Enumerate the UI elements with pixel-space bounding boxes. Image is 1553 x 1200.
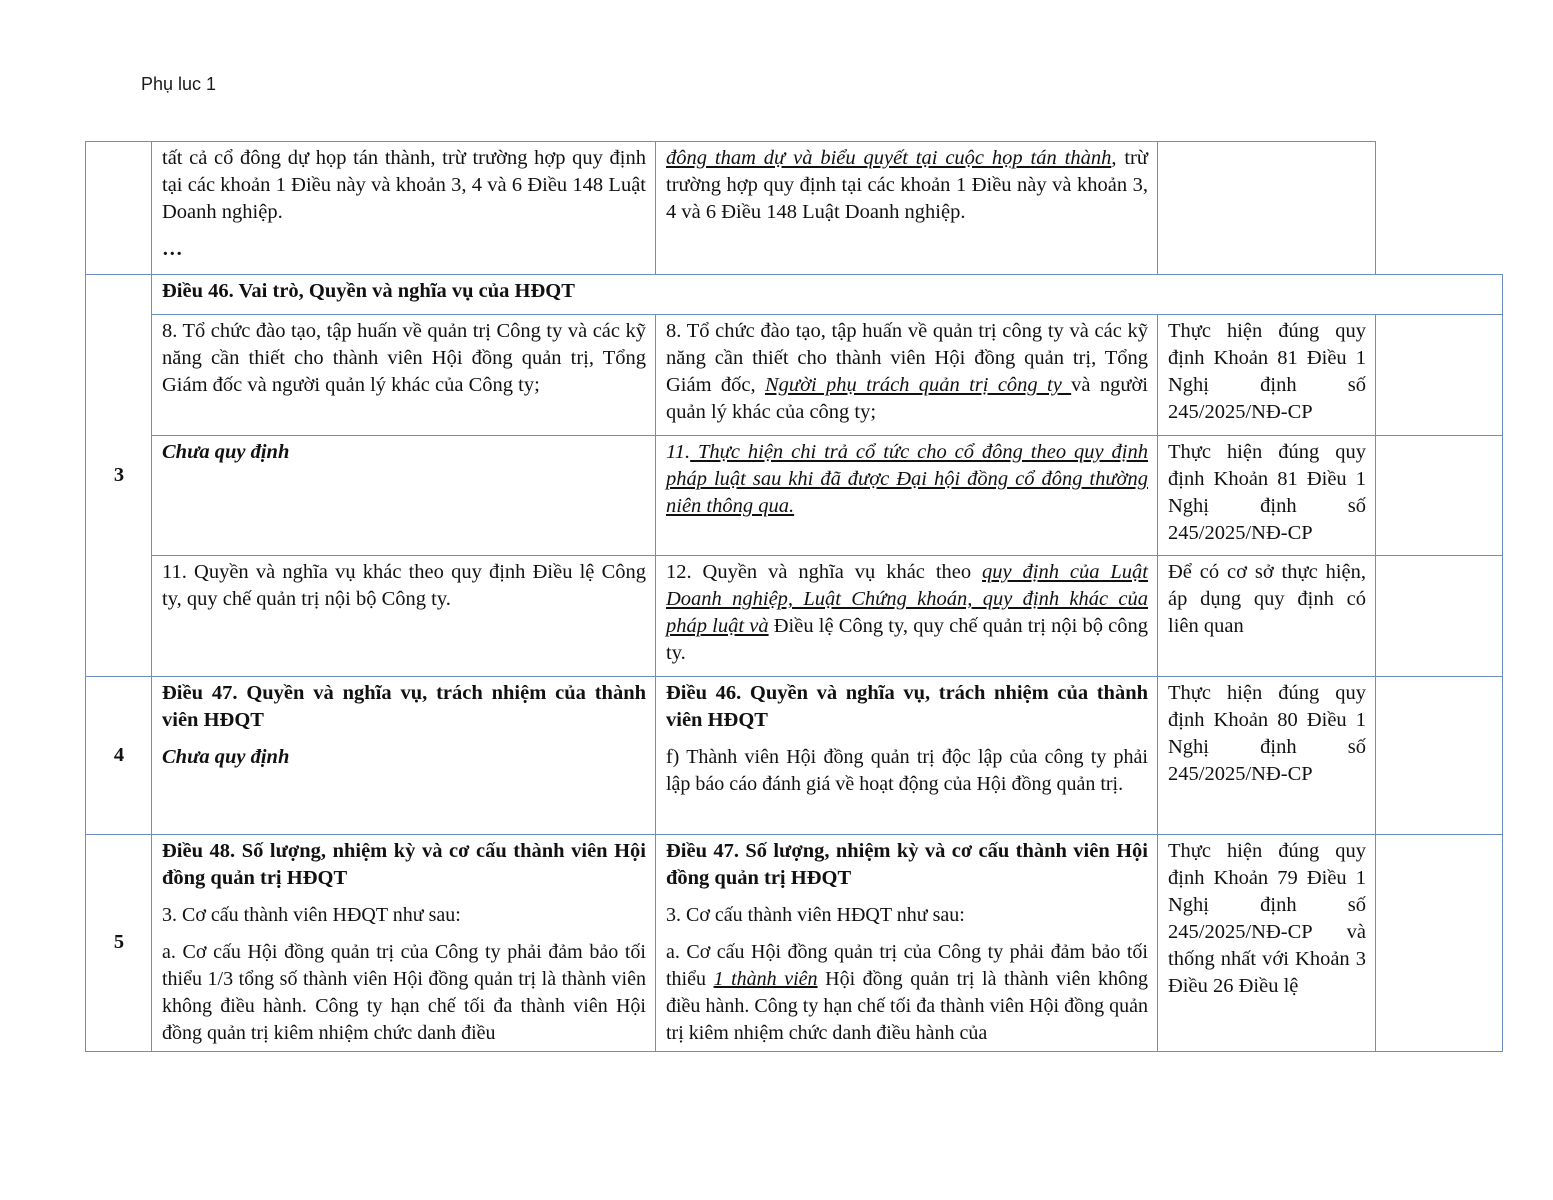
amended-text-end: và người quản lý khác của công ty; <box>666 374 1148 423</box>
amended-article-title: Điều 46. Quyền và nghĩa vụ, trách nhiệm của thành viên HĐQT <box>666 682 1148 731</box>
stt-cell-empty <box>86 142 152 275</box>
ellipsis: … <box>162 238 183 260</box>
reason-cell: Để có cơ sở thực hiện, áp dụng quy định có liên quan <box>1158 556 1376 677</box>
reason-cell-empty <box>1158 142 1376 275</box>
row-number: 4 <box>86 677 152 835</box>
table-row-article-title <box>86 275 1503 315</box>
amended-text-paragraph <box>666 939 1148 1047</box>
blank-cell <box>1376 677 1503 835</box>
reason-cell: Thực hiện đúng quy định Khoản 81 Điều 1 Nghị định số 245/2025/NĐ-CP <box>1158 315 1376 436</box>
amended-text: f) Thành viên Hội đồng quản trị độc lập của công ty phải lập báo cáo đánh giá về hoạt động của Hội đồng quản trị. <box>666 746 1148 795</box>
amended-text: 12. Quyền và nghĩa vụ khác theo <box>666 561 983 583</box>
table-row-continuation <box>86 142 1503 275</box>
amended-text-emphasis: Người phụ trách quản trị công ty <box>764 374 1072 396</box>
current-text: tất cả cổ đông dự họp tán thành, trừ trường hợp quy định tại các khoản 1 Điều này và khoản 3, 4 và 6 Điều 148 Luật Doanh nghiệp. <box>162 147 646 223</box>
amended-text-cell <box>656 436 1158 556</box>
amended-text-cell <box>656 556 1158 677</box>
table-row <box>86 556 1503 677</box>
current-text-cell <box>152 142 656 275</box>
amended-article-title: Điều 47. Số lượng, nhiệm kỳ và cơ cấu thành viên Hội đồng quản trị HĐQT <box>666 840 1148 889</box>
table-row <box>86 315 1503 436</box>
blank-cell <box>1376 835 1503 1052</box>
amended-text: 8. Tổ chức đào tạo, tập huấn về quản trị công ty và các kỹ năng cần thiết cho thành viên Hội đồng quản trị, Tổng Giám đốc, <box>666 320 1148 396</box>
reason-cell: Thực hiện đúng quy định Khoản 79 Điều 1 Nghị định số 245/2025/NĐ-CP và thống nhất với Khoản 3 Điều 26 Điều lệ <box>1158 835 1376 1052</box>
current-text: Chưa quy định <box>162 746 290 768</box>
row-number: 3 <box>86 275 152 677</box>
blank-cell <box>1376 315 1503 436</box>
comparison-table <box>85 141 1503 1052</box>
amended-text: , trừ trường hợp quy định tại các khoản 1 Điều này và khoản 3, 4 và 6 Điều 148 Luật Doanh nghiệp. <box>666 147 1148 223</box>
amended-text-cell <box>656 835 1158 1052</box>
current-text-cell: 8. Tổ chức đào tạo, tập huấn về quản trị Công ty và các kỹ năng cần thiết cho thành viên Hội đồng quản trị, Tổng Giám đốc và người quản lý khác của Công ty; <box>152 315 656 436</box>
blank-cell <box>1376 556 1503 677</box>
amended-text: a. Cơ cấu Hội đồng quản trị của Công ty phải đảm bảo tối thiểu <box>666 941 1148 990</box>
amended-text-cell <box>656 142 1158 275</box>
blank-cell <box>1376 142 1503 275</box>
amended-text-emphasis: Thực hiện chi trả cổ tức cho cổ đông theo quy định pháp luật sau khi đã được Đại hội đồng cổ đông thường niên thông qua. <box>666 441 1148 517</box>
table-row <box>86 835 1503 1052</box>
amended-text-cell <box>656 677 1158 835</box>
amended-text-cell <box>656 315 1158 436</box>
current-text-cell: 11. Quyền và nghĩa vụ khác theo quy định Điều lệ Công ty, quy chế quản trị nội bộ Công ty. <box>152 556 656 677</box>
amended-subheading: 3. Cơ cấu thành viên HĐQT như sau: <box>666 904 965 926</box>
page-header: Phụ luc 1 <box>141 74 217 94</box>
table-row <box>86 677 1503 835</box>
amended-text-end: Hội đồng quản trị là thành viên không điều hành. Công ty hạn chế tối đa thành viên Hội đồng quản trị kiêm nhiệm chức danh điều hành của <box>666 968 1149 1044</box>
reason-cell: Thực hiện đúng quy định Khoản 81 Điều 1 Nghị định số 245/2025/NĐ-CP <box>1158 436 1376 556</box>
article-title: Điều 46. Vai trò, Quyền và nghĩa vụ của HĐQT <box>152 275 1503 315</box>
amended-text-end: Điều lệ Công ty, quy chế quản trị nội bộ công ty. <box>666 615 1148 664</box>
current-subheading: 3. Cơ cấu thành viên HĐQT như sau: <box>162 904 461 926</box>
current-article-title: Điều 48. Số lượng, nhiệm kỳ và cơ cấu thành viên Hội đồng quản trị HĐQT <box>162 840 646 889</box>
current-text: a. Cơ cấu Hội đồng quản trị của Công ty phải đảm bảo tối thiểu 1/3 tổng số thành viên Hội đồng quản trị là thành viên không điều hành. Công ty hạn chế tối đa thành viên Hội đồng quản trị kiêm nhiệm chức danh điều <box>162 941 646 1044</box>
current-text-cell <box>152 677 656 835</box>
amended-item-number: 11. <box>666 441 691 463</box>
amended-text-emphasis: 1 thành viên <box>713 968 818 990</box>
current-text-cell: Chưa quy định <box>152 436 656 556</box>
blank-cell <box>1376 436 1503 556</box>
table-row <box>86 436 1503 556</box>
reason-cell: Thực hiện đúng quy định Khoản 80 Điều 1 Nghị định số 245/2025/NĐ-CP <box>1158 677 1376 835</box>
row-number: 5 <box>86 835 152 1052</box>
current-text-cell <box>152 835 656 1052</box>
current-article-title: Điều 47. Quyền và nghĩa vụ, trách nhiệm của thành viên HĐQT <box>162 682 646 731</box>
amended-text-emphasis: đông tham dự và biểu quyết tại cuộc họp tán thành <box>666 147 1112 169</box>
amended-text-emphasis: quy định của Luật Doanh nghiệp, Luật Chứng khoán, quy định khác của pháp luật và <box>666 561 1148 637</box>
